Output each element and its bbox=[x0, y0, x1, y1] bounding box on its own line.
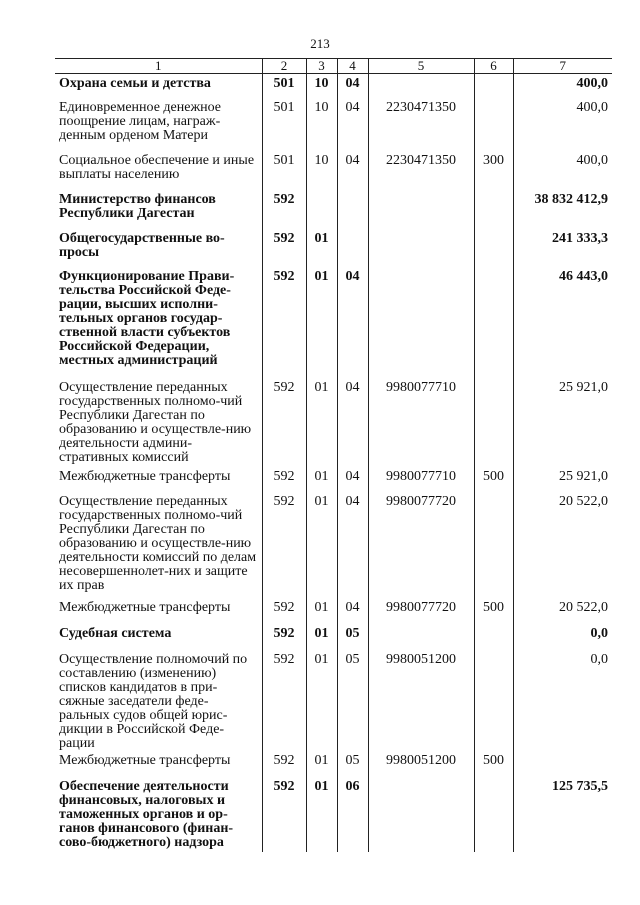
header-cell: 3 bbox=[306, 59, 337, 74]
table-row bbox=[55, 74, 612, 98]
amount-cell: 0,0 bbox=[513, 624, 612, 650]
table-row bbox=[55, 624, 612, 650]
amount-cell: 0,0 bbox=[513, 650, 612, 751]
header-cell: 4 bbox=[337, 59, 368, 74]
table-body bbox=[55, 74, 612, 852]
row-name-cell: Социальное обеспечение и иные выплаты населению bbox=[59, 152, 255, 182]
header-cell: 5 bbox=[368, 59, 474, 74]
amount-cell: 38 832 412,9 bbox=[513, 190, 612, 229]
page-number: 213 bbox=[310, 36, 330, 51]
section-code-cell: 10 bbox=[306, 74, 337, 98]
row-name-cell: Осуществление полномочий по составлению (изменению) списков кандидатов в при-сяжные заседатели феде-ральных судов общей юрис-дикции в Российской Феде-рации bbox=[59, 651, 248, 751]
ved-code-cell: 592 bbox=[262, 598, 306, 624]
section-code-cell: 01 bbox=[306, 598, 337, 624]
table-row bbox=[55, 98, 612, 151]
expense-type-cell bbox=[474, 267, 513, 378]
target-article-cell bbox=[368, 74, 474, 98]
subsection-code-cell: 05 bbox=[337, 751, 368, 777]
section-code-cell: 10 bbox=[306, 98, 337, 151]
subsection-code-cell: 04 bbox=[337, 74, 368, 98]
section-code-cell: 01 bbox=[306, 624, 337, 650]
section-code-cell: 01 bbox=[306, 777, 337, 852]
table-row bbox=[55, 229, 612, 267]
header-cell: 6 bbox=[474, 59, 513, 74]
row-name-cell: Межбюджетные трансферты bbox=[59, 752, 231, 768]
ved-code-cell: 592 bbox=[262, 378, 306, 467]
header-cell: 7 bbox=[513, 59, 612, 74]
target-article-cell: 9980077720 bbox=[368, 492, 474, 598]
target-article-cell: 9980077710 bbox=[368, 467, 474, 492]
ved-code-cell: 501 bbox=[262, 98, 306, 151]
section-code-cell: 01 bbox=[306, 650, 337, 751]
target-article-cell: 9980077720 bbox=[368, 598, 474, 624]
table-row bbox=[55, 777, 612, 852]
amount-cell: 400,0 bbox=[513, 98, 612, 151]
subsection-code-cell bbox=[337, 229, 368, 267]
ved-code-cell: 592 bbox=[262, 467, 306, 492]
row-name-cell: Осуществление переданных государственных полномо-чий Республики Дагестан по образованию и осуществле-нию деятельности админи-стративных комиссий bbox=[59, 379, 252, 465]
amount-cell: 20 522,0 bbox=[513, 492, 612, 598]
section-code-cell: 01 bbox=[306, 267, 337, 378]
subsection-code-cell: 04 bbox=[337, 378, 368, 467]
table-row bbox=[55, 151, 612, 190]
expense-type-cell: 500 bbox=[474, 751, 513, 777]
ved-code-cell: 592 bbox=[262, 492, 306, 598]
ved-code-cell: 592 bbox=[262, 190, 306, 229]
expense-type-cell bbox=[474, 492, 513, 598]
row-name-cell: Общегосударственные во-просы bbox=[59, 230, 225, 260]
row-name-cell: Министерство финансов Республики Дагестан bbox=[59, 191, 216, 221]
table-row bbox=[55, 267, 612, 378]
ved-code-cell: 592 bbox=[262, 777, 306, 852]
header-row bbox=[55, 59, 612, 74]
expense-type-cell bbox=[474, 74, 513, 98]
table-row bbox=[55, 190, 612, 229]
target-article-cell bbox=[368, 190, 474, 229]
target-article-cell: 9980051200 bbox=[368, 650, 474, 751]
target-article-cell: 2230471350 bbox=[368, 151, 474, 190]
header-cell: 1 bbox=[55, 59, 262, 74]
amount-cell: 20 522,0 bbox=[513, 598, 612, 624]
subsection-code-cell: 05 bbox=[337, 624, 368, 650]
section-code-cell bbox=[306, 190, 337, 229]
section-code-cell: 01 bbox=[306, 751, 337, 777]
ved-code-cell: 501 bbox=[262, 74, 306, 98]
target-article-cell bbox=[368, 229, 474, 267]
table-row bbox=[55, 467, 612, 492]
row-name-cell: Судебная система bbox=[59, 625, 172, 641]
budget-table bbox=[55, 58, 612, 852]
table-row bbox=[55, 492, 612, 598]
section-code-cell: 01 bbox=[306, 229, 337, 267]
ved-code-cell: 592 bbox=[262, 267, 306, 378]
section-code-cell: 10 bbox=[306, 151, 337, 190]
ved-code-cell: 501 bbox=[262, 151, 306, 190]
amount-cell: 25 921,0 bbox=[513, 467, 612, 492]
ved-code-cell: 592 bbox=[262, 751, 306, 777]
section-code-cell: 01 bbox=[306, 492, 337, 598]
target-article-cell: 9980077710 bbox=[368, 378, 474, 467]
expense-type-cell bbox=[474, 98, 513, 151]
expense-type-cell: 500 bbox=[474, 467, 513, 492]
subsection-code-cell: 04 bbox=[337, 492, 368, 598]
target-article-cell bbox=[368, 267, 474, 378]
target-article-cell bbox=[368, 777, 474, 852]
subsection-code-cell: 06 bbox=[337, 777, 368, 852]
ved-code-cell: 592 bbox=[262, 624, 306, 650]
section-code-cell: 01 bbox=[306, 378, 337, 467]
subsection-code-cell bbox=[337, 190, 368, 229]
ved-code-cell: 592 bbox=[262, 650, 306, 751]
target-article-cell: 9980051200 bbox=[368, 751, 474, 777]
table-row bbox=[55, 598, 612, 624]
amount-cell: 400,0 bbox=[513, 74, 612, 98]
table-row bbox=[55, 751, 612, 777]
row-name-cell: Обеспечение деятельности финансовых, налоговых и таможенных органов и ор-ганов финансового (финан-сово-бюджетного) надзора bbox=[59, 778, 234, 850]
subsection-code-cell: 04 bbox=[337, 98, 368, 151]
ved-code-cell: 592 bbox=[262, 229, 306, 267]
expense-type-cell bbox=[474, 624, 513, 650]
amount-cell: 25 921,0 bbox=[513, 378, 612, 467]
expense-type-cell bbox=[474, 777, 513, 852]
expense-type-cell bbox=[474, 190, 513, 229]
target-article-cell: 2230471350 bbox=[368, 98, 474, 151]
expense-type-cell bbox=[474, 650, 513, 751]
subsection-code-cell: 04 bbox=[337, 467, 368, 492]
subsection-code-cell: 05 bbox=[337, 650, 368, 751]
row-name-cell: Межбюджетные трансферты bbox=[59, 468, 231, 484]
subsection-code-cell: 04 bbox=[337, 267, 368, 378]
section-code-cell: 01 bbox=[306, 467, 337, 492]
expense-type-cell bbox=[474, 229, 513, 267]
amount-cell: 46 443,0 bbox=[513, 267, 612, 378]
subsection-code-cell: 04 bbox=[337, 598, 368, 624]
target-article-cell bbox=[368, 624, 474, 650]
amount-cell bbox=[513, 751, 612, 777]
expense-type-cell: 500 bbox=[474, 598, 513, 624]
amount-cell: 125 735,5 bbox=[513, 777, 612, 852]
row-name-cell: Межбюджетные трансферты bbox=[59, 599, 231, 615]
header-cell: 2 bbox=[262, 59, 306, 74]
subsection-code-cell: 04 bbox=[337, 151, 368, 190]
table-row bbox=[55, 378, 612, 467]
row-name-cell: Охрана семьи и детства bbox=[59, 76, 211, 91]
amount-cell: 241 333,3 bbox=[513, 229, 612, 267]
row-name-cell: Единовременное денежное поощрение лицам, награж-денным орденом Матери bbox=[59, 99, 222, 143]
amount-cell: 400,0 bbox=[513, 151, 612, 190]
expense-type-cell bbox=[474, 378, 513, 467]
expense-type-cell: 300 bbox=[474, 151, 513, 190]
row-name-cell: Осуществление переданных государственных полномо-чий Республики Дагестан по образованию и осуществле-нию деятельности комиссий по делам несовершеннолет-них и защите их прав bbox=[59, 493, 257, 593]
row-name-cell: Функционирование Прави-тельства Российской Феде-рации, высших исполни-тельных органов государ-ственной власти субъектов Российской Федерации, местных администраций bbox=[59, 268, 235, 368]
table-row bbox=[55, 650, 612, 751]
